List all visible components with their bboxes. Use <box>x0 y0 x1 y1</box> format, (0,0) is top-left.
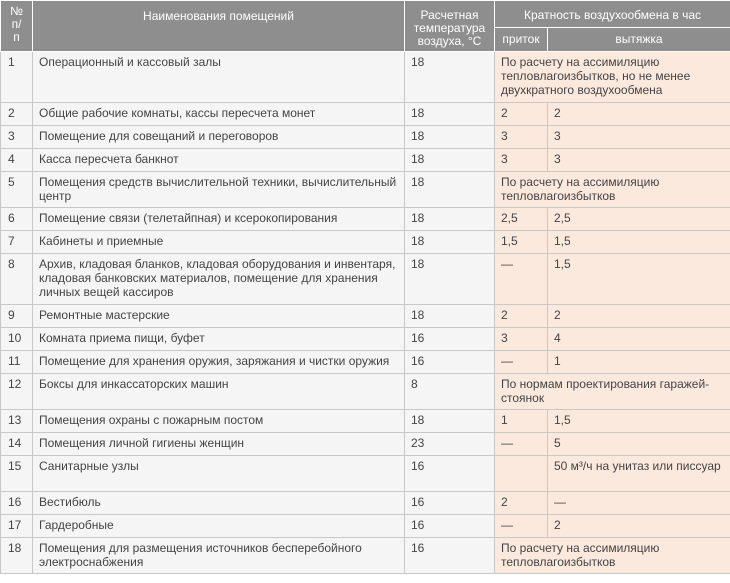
air-exchange-merged: По расчету на ассимиляцию тепловлагоизбытков <box>495 538 730 574</box>
header-temp-line: Расчетная <box>420 8 479 22</box>
air-inflow: 2 <box>495 103 548 126</box>
room-temperature: 18 <box>405 231 495 254</box>
table-row <box>1 410 730 433</box>
air-inflow: — <box>495 515 548 538</box>
table-row <box>1 492 730 515</box>
air-exhaust: 3 <box>548 126 730 149</box>
room-name: Помещения средств вычислительной техники, вычислительный центр <box>33 172 405 208</box>
header-air-exchange: Кратность воздухообмена в час <box>495 1 730 28</box>
row-number: 12 <box>1 374 33 410</box>
air-exhaust: 1 <box>548 351 730 374</box>
air-inflow: 2 <box>495 492 548 515</box>
header-room-name: Наименования помещений <box>33 1 405 52</box>
air-inflow: 3 <box>495 126 548 149</box>
room-name: Архив, кладовая бланков, кладовая оборудования и инвентаря, кладовая банковских материалов, помещение для хранения личных вещей кассиров <box>33 254 405 305</box>
room-temperature: 16 <box>405 456 495 492</box>
room-name: Касса пересчета банкнот <box>33 149 405 172</box>
row-number: 2 <box>1 103 33 126</box>
header-num-line: п/ <box>11 17 22 31</box>
air-inflow: — <box>495 254 548 305</box>
row-number: 15 <box>1 456 33 492</box>
room-temperature: 16 <box>405 351 495 374</box>
table-row <box>1 305 730 328</box>
room-name: Операционный и кассовый залы <box>33 52 405 103</box>
room-name: Помещение связи (телетайпная) и ксерокопирования <box>33 208 405 231</box>
air-exhaust: — <box>548 492 730 515</box>
air-exhaust: 2 <box>548 305 730 328</box>
table-row <box>1 126 730 149</box>
row-number: 13 <box>1 410 33 433</box>
air-exhaust: 50 м³/ч на унитаз или писсуар <box>548 456 730 492</box>
room-temperature: 8 <box>405 374 495 410</box>
air-exhaust: 5 <box>548 433 730 456</box>
air-inflow: — <box>495 351 548 374</box>
air-inflow: 3 <box>495 149 548 172</box>
room-name: Ремонтные мастерские <box>33 305 405 328</box>
header-temperature <box>405 1 495 52</box>
air-inflow: 1,5 <box>495 231 548 254</box>
header-num <box>1 1 33 52</box>
air-exhaust: 2 <box>548 515 730 538</box>
header-exhaust: вытяжка <box>548 28 730 52</box>
table-row <box>1 351 730 374</box>
row-number: 6 <box>1 208 33 231</box>
row-number: 7 <box>1 231 33 254</box>
row-number: 17 <box>1 515 33 538</box>
table-row <box>1 515 730 538</box>
room-temperature: 16 <box>405 515 495 538</box>
room-temperature: 18 <box>405 410 495 433</box>
room-name: Помещение для хранения оружия, заряжания и чистки оружия <box>33 351 405 374</box>
row-number: 1 <box>1 52 33 103</box>
room-name: Помещения для размещения источников бесперебойного электроснабжения <box>33 538 405 574</box>
air-exchange-merged: По расчету на ассимиляцию тепловлагоизбытков, но не менее двухкратного воздухообмена <box>495 52 730 103</box>
header-num-line: п <box>13 30 20 44</box>
table-row <box>1 231 730 254</box>
air-inflow: — <box>495 433 548 456</box>
room-temperature: 18 <box>405 208 495 231</box>
room-name: Помещение для совещаний и переговоров <box>33 126 405 149</box>
room-temperature: 18 <box>405 149 495 172</box>
row-number: 3 <box>1 126 33 149</box>
room-temperature: 18 <box>405 254 495 305</box>
air-inflow: 2 <box>495 305 548 328</box>
room-name: Гардеробные <box>33 515 405 538</box>
row-number: 16 <box>1 492 33 515</box>
room-name: Помещения охраны с пожарным постом <box>33 410 405 433</box>
air-inflow: 2,5 <box>495 208 548 231</box>
air-exhaust: 1,5 <box>548 410 730 433</box>
room-temperature: 18 <box>405 126 495 149</box>
air-inflow: 1 <box>495 410 548 433</box>
header-temp-line: температура <box>413 21 486 35</box>
air-exchange-merged: По расчету на ассимиляцию тепловлагоизбытков <box>495 172 730 208</box>
table-row <box>1 328 730 351</box>
table-row <box>1 433 730 456</box>
room-temperature: 23 <box>405 433 495 456</box>
table-row <box>1 52 730 103</box>
air-exhaust: 4 <box>548 328 730 351</box>
table-row <box>1 172 730 208</box>
air-exhaust: 3 <box>548 149 730 172</box>
air-exhaust: 2,5 <box>548 208 730 231</box>
table-row <box>1 149 730 172</box>
room-temperature: 16 <box>405 492 495 515</box>
table-row <box>1 538 730 574</box>
air-inflow <box>495 456 548 492</box>
table-row <box>1 254 730 305</box>
room-temperature: 18 <box>405 52 495 103</box>
row-number: 4 <box>1 149 33 172</box>
table-row <box>1 103 730 126</box>
room-name: Боксы для инкассаторских машин <box>33 374 405 410</box>
room-temperature: 18 <box>405 172 495 208</box>
row-number: 8 <box>1 254 33 305</box>
row-number: 9 <box>1 305 33 328</box>
room-temperature: 18 <box>405 103 495 126</box>
header-temp-line: воздуха, °С <box>417 34 482 48</box>
air-inflow: 3 <box>495 328 548 351</box>
table-row <box>1 208 730 231</box>
header-num-line: № <box>10 4 23 18</box>
air-exhaust: 1,5 <box>548 254 730 305</box>
room-temperature: 16 <box>405 328 495 351</box>
room-temperature: 16 <box>405 538 495 574</box>
row-number: 18 <box>1 538 33 574</box>
row-number: 10 <box>1 328 33 351</box>
room-name: Помещения личной гигиены женщин <box>33 433 405 456</box>
room-name: Санитарные узлы <box>33 456 405 492</box>
room-name: Вестибюль <box>33 492 405 515</box>
row-number: 5 <box>1 172 33 208</box>
table-row <box>1 374 730 410</box>
room-name: Общие рабочие комнаты, кассы пересчета монет <box>33 103 405 126</box>
air-exchange-merged: По нормам проектирования гаражей-стоянок <box>495 374 730 410</box>
air-exhaust: 1,5 <box>548 231 730 254</box>
room-name: Комната приема пищи, буфет <box>33 328 405 351</box>
header-inflow: приток <box>495 28 548 52</box>
room-temperature: 18 <box>405 305 495 328</box>
table-row <box>1 456 730 492</box>
table-body <box>1 52 730 574</box>
air-exhaust: 2 <box>548 103 730 126</box>
row-number: 14 <box>1 433 33 456</box>
room-name: Кабинеты и приемные <box>33 231 405 254</box>
row-number: 11 <box>1 351 33 374</box>
